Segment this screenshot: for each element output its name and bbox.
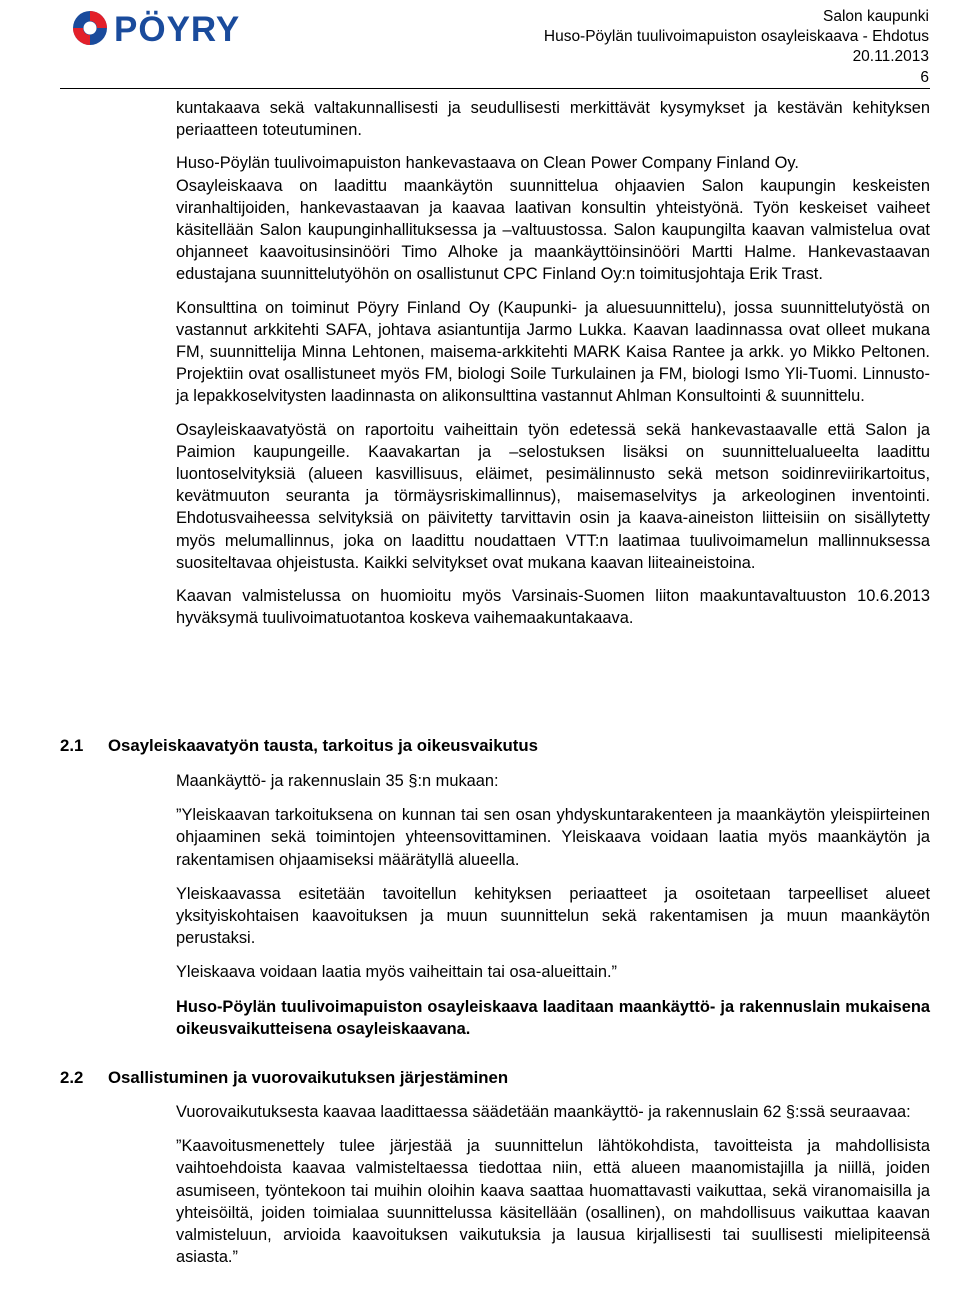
document-header xyxy=(544,7,929,88)
quote-paragraph: Yleiskaavassa esitetään tavoitellun kehityksen periaatteet ja osoitetaan tarpeelliset alueet yksityiskohtaisen kaavoituksen ja muun suunnittelun sekä rakentamisen ja muun maankäytön perustaksi. xyxy=(176,884,930,948)
section-number: 2.2 xyxy=(60,1068,84,1087)
quote-paragraph: ”Kaavoitusmenettely tulee järjestää ja suunnittelun lähtökohdista, tavoitteista ja mahdollisista vaihtoehdoista kaavaa valmisteltaessa tiedottaa niin, että alueen maanomistajilla ja niillä, joiden asumiseen, työntekoon tai muihin oloihin kaava saattaa huomattavasti vaikuttaa, sekä viranomaisilla ja yhteisöiltä, joiden toimialaa suunnittelussa käsitellään (osallinen), on mahdollisuus vaikuttaa kaavan valmisteluun, arvioida kaavoituksen vaikutuksia ja lausua kirjallisesti tai suullisesti mielipiteensä asiasta.” xyxy=(176,1137,930,1267)
paragraph: Kaavan valmistelussa on huomioitu myös Varsinais-Suomen liiton maakuntavaltuuston 10.6.2013 hyväksymä tuulivoimatuotantoa koskeva vaihemaakuntakaava. xyxy=(176,587,930,628)
logo-wordmark: PÖYRY xyxy=(114,10,241,49)
paragraph: Osayleiskaava on laadittu maankäytön suunnittelua ohjaavien Salon kaupungin keskeisten viranhaltijoiden, hankevastaavan ja kaavaa laativan konsultin yhteistyönä. Työn keskeiset vaiheet käsitellään Salon kaupunginhallituksessa ja –valtuustossa. Salon kaupungilta kaavan valmistelua ovat ohjanneet kaavoitusinsinööri Timo Alhoke ja maankäyttöinsinööri Martti Halme. Hankevastaavan edustajana suunnittelutyöhön on osallistunut CPC Finland Oy:n toimitusjohtaja Erik Trast. xyxy=(176,176,930,284)
poyry-logo xyxy=(70,6,305,50)
section-heading-2-1 xyxy=(60,735,930,757)
paragraph: Osayleiskaavatyöstä on raportoitu vaiheittain työn edetessä sekä hankevastaavalle että Salon ja Paimion kaupungeille. Kaavakartan ja –selostuksen lisäksi on suunnittelualueelta laadittu luontoselvityksiä (alueen kasvillisuus, eläimet, pesimälinnusto sekä metson soidinreviirikartoitus, kevätmuuton seuranta ja törmäysriskimallinnus), maisemaselvitys ja arkeologinen inventointi. Ehdotusvaiheessa selvityksiä on päivitetty tarvittavin osin ja kaava-aineiston liitteisiin on sisällytetty myös melumallinnus, joka on laadittu noudattaen VTT:n laatimaa tuulivoimamelun mallinnuksessa suositeltavaa ohjeistusta. Kaikki selvitykset ovat mukana kaavan liiteaineistoina. xyxy=(176,420,930,572)
poyry-swirl-icon xyxy=(73,11,107,45)
lead-text: Maankäyttö- ja rakennuslain 35 §:n mukaan: xyxy=(176,772,499,790)
lead-text: Vuorovaikutuksesta kaavaa laadittaessa säädetään maankäyttö- ja rakennuslain 62 §:ssä seuraavaa: xyxy=(176,1103,911,1121)
section-number: 2.1 xyxy=(60,736,84,755)
section-heading-2-2 xyxy=(60,1067,930,1089)
section-conclusion: Huso-Pöylän tuulivoimapuiston osayleiskaava laaditaan maankäyttö- ja rakennuslain mukaisena oikeusvaikutteisena osayleiskaavana. xyxy=(176,997,930,1038)
section-title: Osallistuminen ja vuorovaikutuksen järjestäminen xyxy=(108,1068,509,1087)
page-number: 6 xyxy=(920,69,929,86)
section-title: Osayleiskaavatyön tausta, tarkoitus ja oikeusvaikutus xyxy=(108,736,538,755)
document-title: Huso-Pöylän tuulivoimapuiston osayleiskaava - Ehdotus xyxy=(543,28,929,45)
quote-paragraph: ”Yleiskaavan tarkoituksena on kunnan tai sen osan yhdyskuntarakenteen ja maankäytön yleispiirteinen ohjaaminen sekä toimintojen yhteensovittaminen. Yleiskaava voidaan laatia myös maankäytön ja rakentamisen ohjaamiseksi määrätyllä alueella. xyxy=(176,806,930,869)
paragraph: Konsulttina on toiminut Pöyry Finland Oy (Kaupunki- ja aluesuunnittelu), jossa suunnittelutyöstä on vastannut arkkitehti SAFA, johtava asiantuntija Jarmo Lukka. Kaavan laadinnassa ovat olleet mukana FM, suunnittelija Minna Lehtonen, maisema-arkkitehti MARK Kaisa Rantee ja arkk. yo Mikko Peltonen. Projektiin ovat osallistuneet myös FM, biologi Soile Turkulainen ja FM, biologi Ismo Yli-Tuomi. Linnusto- ja lepakkoselvitysten laadinnasta on alikonsulttina vastannut Ahlman Konsultointi & suunnittelu. xyxy=(176,298,930,406)
section-2-1-body xyxy=(176,770,930,1052)
section-2-2-body xyxy=(176,1101,930,1280)
client-name: Salon kaupunki xyxy=(823,8,929,25)
intro-text xyxy=(176,97,930,640)
paragraph: kuntakaava sekä valtakunnallisesti ja seudullisesti merkittävät kysymykset ja kestävän kehityksen periaatteen toteutuminen. xyxy=(176,99,930,140)
paragraph-line: Huso-Pöylän tuulivoimapuiston hankevastaava on Clean Power Company Finland Oy. xyxy=(176,154,799,173)
header-divider xyxy=(60,88,930,89)
quote-paragraph: Yleiskaava voidaan laatia myös vaiheittain tai osa-alueittain.” xyxy=(176,963,617,982)
document-date: 20.11.2013 xyxy=(852,48,929,65)
